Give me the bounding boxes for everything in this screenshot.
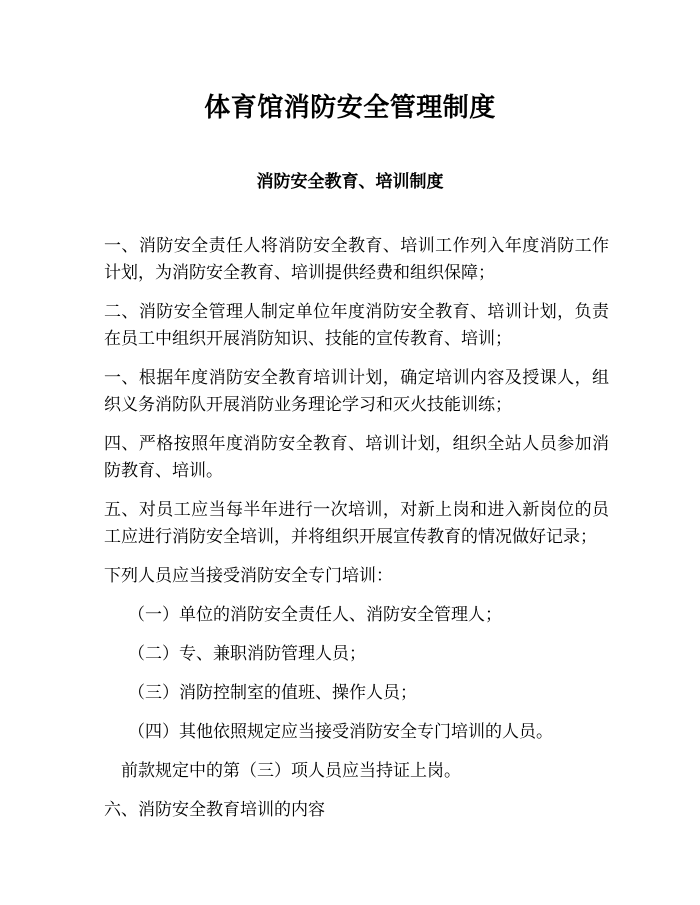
paragraph: 一、消防安全责任人将消防安全教育、培训工作列入年度消防工作计划，为消防安全教育、培训提供经费和组织保障； (104, 236, 609, 283)
section-heading: 六、消防安全教育培训的内容 (104, 800, 325, 820)
paragraph: 四、严格按照年度消防安全教育、培训计划，组织全站人员参加消防教育、培训。 (104, 434, 609, 481)
list-item: （一）单位的消防安全责任人、消防安全管理人； (128, 605, 502, 625)
list-item: （三）消防控制室的值班、操作人员； (128, 683, 417, 703)
paragraph: 二、消防安全管理人制定单位年度消防安全教育、培训计划，负责在员工中组织开展消防知识、技能的宣传教育、培训； (104, 302, 609, 349)
paragraph: 一、根据年度消防安全教育培训计划，确定培训内容及授课人，组织义务消防队开展消防业务理论学习和灭火技能训练； (104, 368, 609, 415)
document-title: 体育馆消防安全管理制度 (204, 93, 496, 123)
section-subtitle: 消防安全教育、培训制度 (256, 172, 444, 192)
paragraph: 下列人员应当接受消防安全专门培训： (104, 566, 393, 586)
list-item: （四）其他依照规定应当接受消防安全专门培训的人员。 (128, 722, 553, 742)
list-item: （二）专、兼职消防管理人员； (128, 644, 366, 664)
note-paragraph: 前款规定中的第（三）项人员应当持证上岗。 (121, 761, 461, 781)
paragraph: 五、对员工应当每半年进行一次培训，对新上岗和进入新岗位的员工应进行消防安全培训，并将组织开展宣传教育的情况做好记录； (104, 500, 609, 547)
document-body (104, 233, 609, 836)
